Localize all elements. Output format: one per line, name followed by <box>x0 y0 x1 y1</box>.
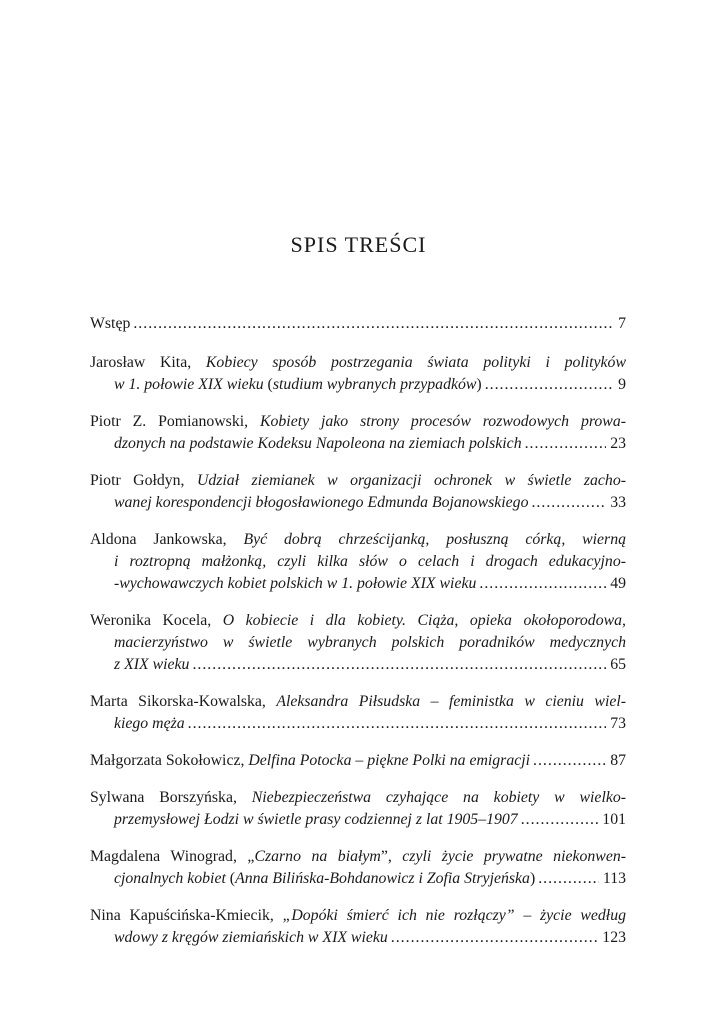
entry-title-text: Czarno na białym <box>254 848 381 865</box>
entry-title-text: studium wybranych przypadków <box>272 376 477 393</box>
toc-entry-text <box>90 413 626 430</box>
page-number: 33 <box>610 494 626 511</box>
toc-entry <box>90 691 626 735</box>
dot-leader <box>479 573 606 595</box>
page-number: 65 <box>610 656 626 673</box>
toc-entry-line <box>90 713 626 735</box>
toc-entry-text <box>114 713 185 735</box>
toc-entry-line <box>90 374 626 396</box>
toc-entry-text <box>90 472 626 489</box>
entry-title-text: macierzyństwo w świetle wybranych polskich poradników medycznych <box>114 634 626 651</box>
toc-entry <box>90 610 626 676</box>
toc-entry-line <box>90 787 626 809</box>
toc-entry-text <box>90 789 626 806</box>
toc-entry <box>90 411 626 455</box>
dot-leader <box>192 654 606 676</box>
toc-entry <box>90 470 626 514</box>
toc-entry-line <box>90 868 626 890</box>
toc-entry-line <box>90 352 626 374</box>
page-number: 113 <box>602 870 626 887</box>
toc-entry-text <box>90 750 530 772</box>
toc-entry-text <box>90 531 626 548</box>
toc-entry-text <box>90 907 626 924</box>
toc-entry-line <box>90 313 626 335</box>
entry-title-text: w 1. połowie XIX wieku <box>114 376 264 393</box>
entry-title-text: „Dopóki śmierć ich nie rozłączy” – życie według <box>282 907 626 924</box>
toc-entry-text <box>114 654 189 676</box>
toc-entry-line <box>90 529 626 551</box>
toc-entry-line <box>90 654 626 676</box>
toc-entry-line <box>90 551 626 573</box>
entry-title-text: przemysłowej Łodzi w świetle prasy codziennej z lat 1905–1907 <box>114 811 518 828</box>
entry-title-text: O kobiecie i dla kobiety. Ciąża, opieka okołoporodowa, <box>222 612 626 629</box>
toc-entry-line <box>90 433 626 455</box>
dot-leader <box>485 374 614 396</box>
dot-leader <box>531 492 606 514</box>
entry-plain-text: ”, <box>380 848 403 865</box>
page-number: 73 <box>610 715 626 732</box>
entry-plain-text: ) <box>529 870 536 887</box>
toc-entry <box>90 787 626 831</box>
entry-title-text: Kobiety jako strony procesów rozwodowych prowa- <box>259 413 626 430</box>
entry-title-text: Kobiecy sposób postrzegania świata polityki i polityków <box>205 354 626 371</box>
toc-entry-line <box>90 750 626 772</box>
toc-entry-line <box>90 846 626 868</box>
entry-plain-text: Piotr Gołdyn, <box>90 472 197 489</box>
toc-entry <box>90 905 626 949</box>
dot-leader <box>188 713 607 735</box>
toc-entry-line <box>90 927 626 949</box>
toc-entry-text <box>114 492 528 514</box>
dot-leader <box>521 809 599 831</box>
page-number: 49 <box>610 575 626 592</box>
page-title: SPIS TREŚCI <box>290 232 427 257</box>
entry-plain-text: Sylwana Borszyńska, <box>90 789 252 806</box>
entry-plain-text: Nina Kapuścińska-Kmiecik, <box>90 907 283 924</box>
entry-plain-text: ) <box>476 376 482 393</box>
toc-entry-text <box>114 553 626 570</box>
entry-plain-text: Piotr Z. Pomianowski, <box>90 413 260 430</box>
toc-entry-text <box>90 612 626 629</box>
toc-entry-line <box>90 632 626 654</box>
page-number: 23 <box>610 435 626 452</box>
toc-entry-text <box>114 927 388 949</box>
page-number: 7 <box>618 315 626 332</box>
toc-entry-line <box>90 809 626 831</box>
toc-entry-text <box>90 313 130 335</box>
entry-plain-text: Małgorzata Sokołowicz, <box>90 752 249 769</box>
entry-title-text: z XIX wieku <box>114 656 190 673</box>
dot-leader <box>525 433 607 455</box>
toc-entry <box>90 750 626 772</box>
page-number: 9 <box>618 376 626 393</box>
page-number: 87 <box>610 752 626 769</box>
entry-title-text: wanej korespondencji błogosławionego Edmunda Bojanowskiego <box>114 494 529 511</box>
toc-entry-text <box>114 868 535 890</box>
toc-entry-text <box>114 809 518 831</box>
toc-entry-text <box>114 634 626 651</box>
toc-entry-text <box>114 573 476 595</box>
entry-title-text: Być dobrą chrześcijanką, posłuszną córką, wierną <box>243 531 626 548</box>
dot-leader <box>391 927 599 949</box>
dot-leader <box>538 868 599 890</box>
dot-leader <box>133 313 614 335</box>
entry-plain-text: ( <box>225 870 236 887</box>
toc-entry-text <box>90 354 626 371</box>
dot-leader <box>533 750 606 772</box>
entry-plain-text: Weronika Kocela, <box>90 612 223 629</box>
table-of-contents <box>90 313 626 964</box>
toc-entry-text <box>90 693 626 710</box>
entry-title-text: kiego męża <box>114 715 185 732</box>
toc-entry <box>90 846 626 890</box>
entry-plain-text: Magdalena Winograd, „ <box>90 848 255 865</box>
entry-title-text: wdowy z kręgów ziemiańskich w XIX wieku <box>114 929 388 946</box>
entry-title-text: dzonych na podstawie Kodeksu Napoleona na ziemiach polskich <box>114 435 522 452</box>
toc-entry-line <box>90 905 626 927</box>
toc-entry-line <box>90 470 626 492</box>
entry-title-text: Udział ziemianek w organizacji ochronek w świetle zacho- <box>196 472 626 489</box>
entry-title-text: Niebezpieczeństwa czyhające na kobiety w wielko- <box>251 789 626 806</box>
toc-entry-line <box>90 492 626 514</box>
page-number: 101 <box>602 811 626 828</box>
toc-entry <box>90 313 626 335</box>
entry-plain-text: Marta Sikorska-Kowalska, <box>90 693 277 710</box>
toc-entry <box>90 529 626 595</box>
entry-title-text: Anna Bilińska-Bohdanowicz i Zofia Stryjeńska <box>235 870 530 887</box>
toc-entry <box>90 352 626 396</box>
toc-entry-text <box>90 848 626 865</box>
toc-entry-line <box>90 573 626 595</box>
entry-title-text: Aleksandra Piłsudska – feministka w cieniu wiel- <box>276 693 626 710</box>
entry-plain-text: ( <box>263 376 273 393</box>
toc-entry-line <box>90 411 626 433</box>
entry-title-text: i roztropną małżonką, czyli kilka słów o celach i drogach edukacyjno- <box>114 553 626 570</box>
entry-plain-text: Aldona Jankowska, <box>90 531 244 548</box>
toc-entry-text <box>114 433 522 455</box>
entry-title-text: cjonalnych kobiet <box>114 870 226 887</box>
entry-title-text: Delfina Potocka – piękne Polki na emigracji <box>248 752 531 769</box>
toc-entry-line <box>90 610 626 632</box>
entry-plain-text: Wstęp <box>90 315 131 332</box>
entry-title-text: -wychowawczych kobiet polskich w 1. połowie XIX wieku <box>114 575 477 592</box>
entry-title-text: czyli życie prywatne niekonwen- <box>402 848 626 865</box>
entry-plain-text: Jarosław Kita, <box>90 354 206 371</box>
toc-entry-line <box>90 691 626 713</box>
page-number: 123 <box>602 929 626 946</box>
toc-entry-text <box>114 374 482 396</box>
